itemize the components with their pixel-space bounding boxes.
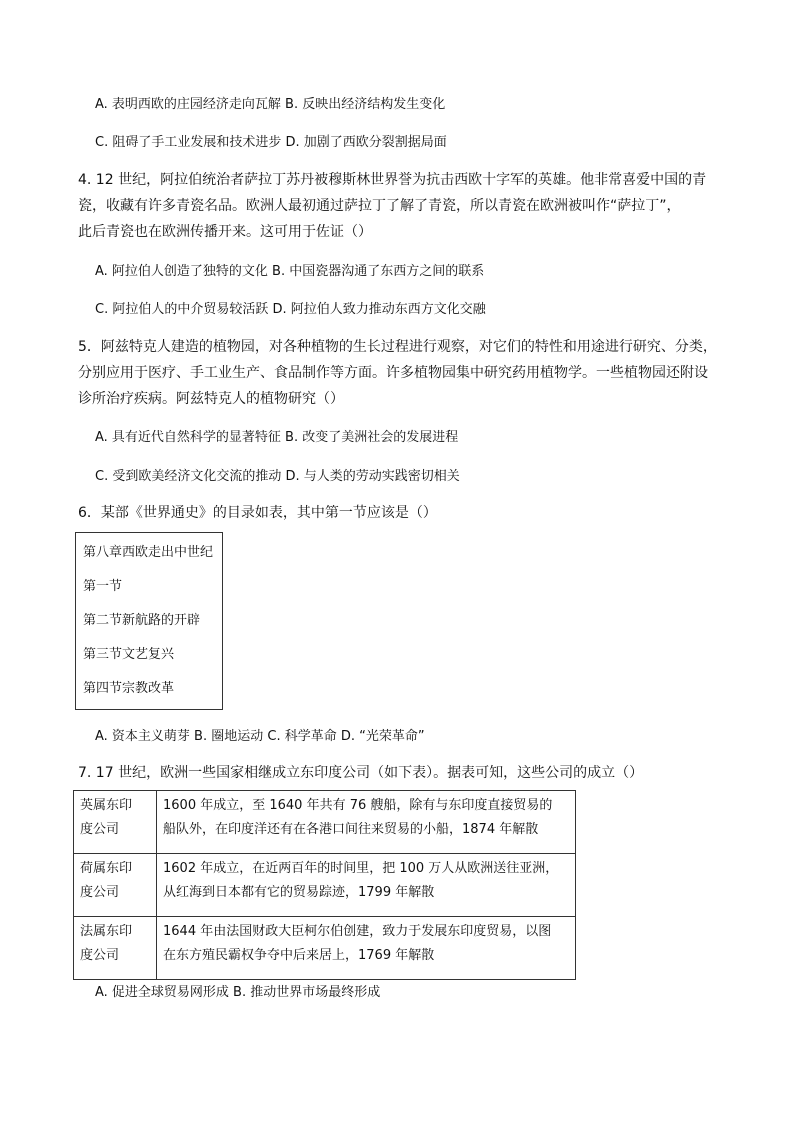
q4-stem-line-2: 瓷，收藏有许多青瓷名品。欧洲人最初通过萨拉丁了解了青瓷，所以青瓷在欧洲被叫作“萨拉丁”， (78, 198, 681, 214)
q3-options-ab: A. 表明西欧的庄园经济走向瓦解 B. 反映出经济结构发生变化 (95, 97, 446, 112)
company-desc-2: 船队外，在印度洋还有在各港口间往来贸易的小船，1874 年解散 (163, 822, 539, 837)
q5-stem-line-1: 5．阿兹特克人建造的植物园，对各种植物的生长过程进行观察，对它们的特性和用途进行研究、分类， (78, 339, 717, 355)
company-name-2: 度公司 (80, 885, 120, 900)
toc-section-4: 第四节宗教改革 (83, 681, 175, 696)
table-row (74, 917, 576, 980)
toc-chapter: 第八章西欧走出中世纪 (83, 545, 214, 560)
q3-options-cd: C. 阻碍了手工业发展和技术进步 D. 加剧了西欧分裂割据局面 (95, 135, 447, 150)
company-desc-1: 1644 年由法国财政大臣柯尔伯创建，致力于发展东印度贸易，以图 (163, 924, 552, 939)
company-name-2: 度公司 (80, 948, 120, 963)
q5-options-ab: A. 具有近代自然科学的显著特征 B. 改变了美洲社会的发展进程 (95, 430, 459, 445)
toc-section-2: 第二节新航路的开辟 (83, 613, 201, 628)
q7-stem: 7. 17 世纪，欧洲一些国家相继成立东印度公司（如下表）。据表可知，这些公司的成立（） (78, 765, 644, 781)
table-row (74, 854, 576, 917)
company-desc-2: 在东方殖民霸权争夺中后来居上，1769 年解散 (163, 948, 435, 963)
q5-stem-line-3: 诊所治疗疾病。阿兹特克人的植物研究（） (78, 391, 344, 407)
q6-options: A. 资本主义萌芽 B. 圈地运动 C. 科学革命 D. “光荣革命” (95, 729, 425, 744)
q4-options-ab: A. 阿拉伯人创造了独特的文化 B. 中国瓷器沟通了东西方之间的联系 (95, 264, 485, 279)
q5-stem-line-2: 分别应用于医疗、手工业生产、食品制作等方面。许多植物园集中研究药用植物学。一些植物园还附设 (78, 365, 708, 381)
q4-stem-line-3: 此后青瓷也在欧洲传播开来。这可用于佐证（） (78, 224, 372, 240)
toc-section-1: 第一节 (83, 579, 123, 594)
company-desc-cell (157, 854, 576, 917)
company-name-cell (74, 917, 157, 980)
company-desc-1: 1602 年成立，在近两百年的时间里，把 100 万人从欧洲送往亚洲， (163, 861, 559, 876)
company-name-1: 法属东印 (80, 924, 133, 939)
q5-options-cd: C. 受到欧美经济文化交流的推动 D. 与人类的劳动实践密切相关 (95, 469, 460, 484)
company-desc-1: 1600 年成立，至 1640 年共有 76 艘船，除有与东印度直接贸易的 (163, 798, 553, 813)
company-name-1: 英属东印 (80, 798, 133, 813)
q6-stem: 6．某部《世界通史》的目录如表，其中第一节应该是（） (78, 505, 437, 521)
company-name-cell (74, 854, 157, 917)
company-name-1: 荷属东印 (80, 861, 133, 876)
company-desc-cell (157, 791, 576, 854)
company-desc-2: 从红海到日本都有它的贸易踪迹，1799 年解散 (163, 885, 435, 900)
q7-options: A. 促进全球贸易网形成 B. 推动世界市场最终形成 (95, 985, 381, 1000)
company-desc-cell (157, 917, 576, 980)
toc-section-3: 第三节文艺复兴 (83, 647, 175, 662)
table-row (74, 791, 576, 854)
q4-stem-line-1: 4. 12 世纪，阿拉伯统治者萨拉丁苏丹被穆斯林世界誉为抗击西欧十字军的英雄。他非常喜爱中国的青 (78, 172, 707, 188)
company-name-2: 度公司 (80, 822, 120, 837)
toc-box (75, 532, 223, 710)
company-name-cell (74, 791, 157, 854)
company-table (73, 790, 576, 980)
q4-options-cd: C. 阿拉伯人的中介贸易较活跃 D. 阿拉伯人致力推动东西方文化交融 (95, 302, 486, 317)
